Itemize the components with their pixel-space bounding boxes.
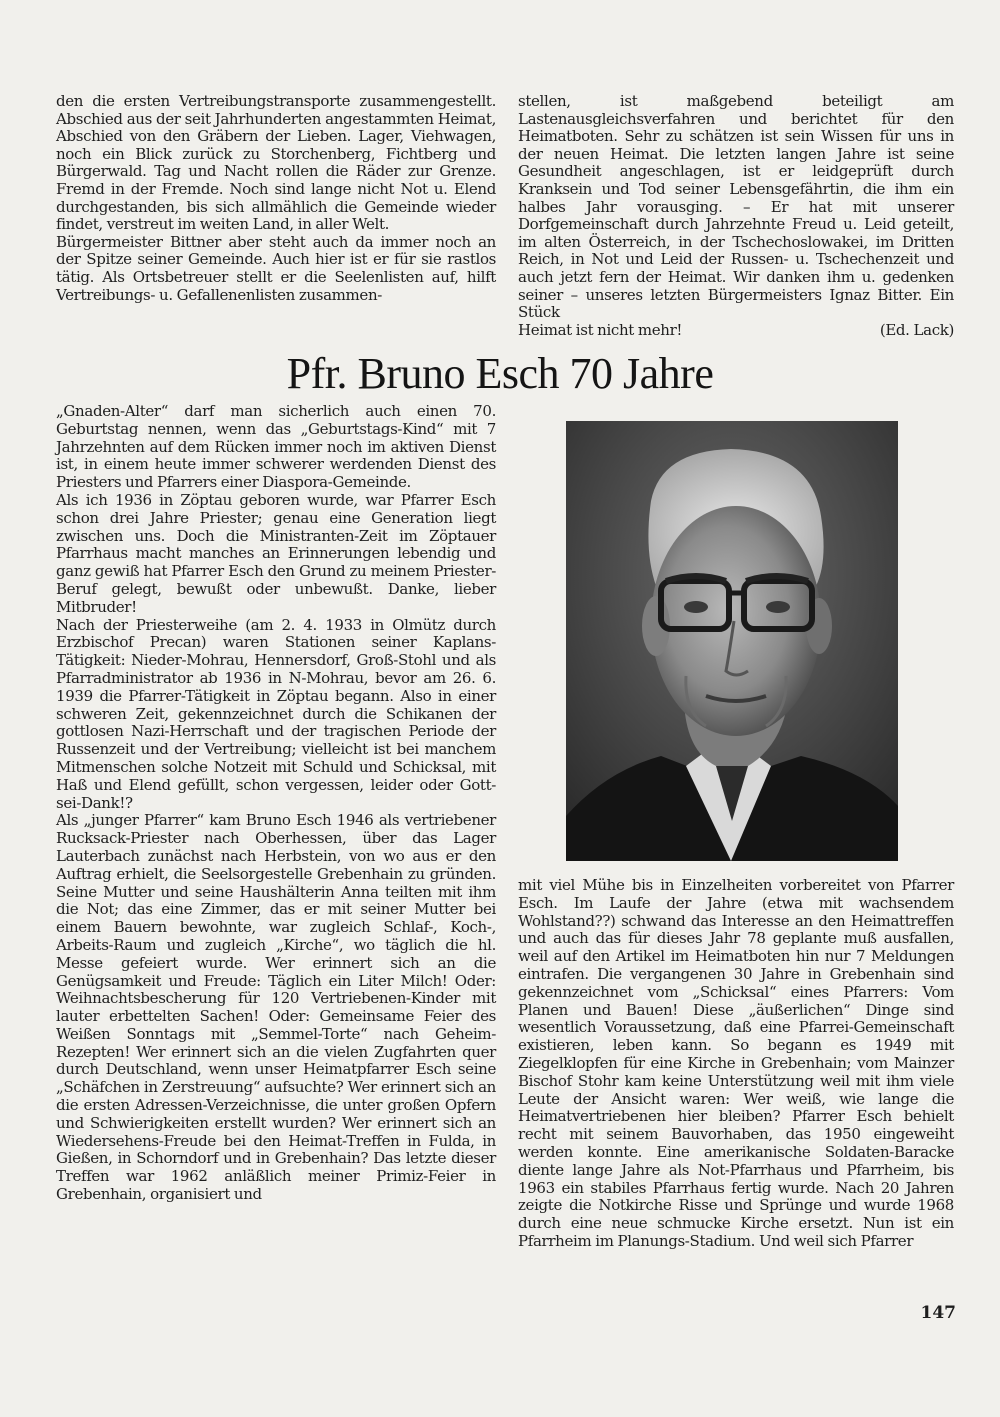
page-number: 147	[920, 1303, 956, 1323]
top-right-column	[518, 93, 954, 339]
paragraph: „Gnaden-Alter“ darf man sicherlich auch einen 70. Geburtstag nennen, wenn das „Geburtstags-Kind“ mit 7 Jahrzehnten auf dem Rücken immer noch im aktiven Dienst ist, in einem heute immer schwerer werdenden Dienst des Priesters und Pfarrers einer Diaspora-Gemeinde.	[56, 402, 496, 492]
paragraph: Als ich 1936 in Zöptau geboren wurde, war Pfarrer Esch schon drei Jahre Priester; genau eine Generation liegt zwischen uns. Doch die Ministranten-Zeit im Zöptauer Pfarrhaus macht manches an Erinnerungen lebendig und ganz gewiß hat Pfarrer Esch den Grund zu meinem Priester-Beruf gelegt, bewußt oder unbewußt. Danke, lieber Mitbruder!	[56, 490, 496, 616]
paragraph: mit viel Mühe bis in Einzelheiten vorbereitet von Pfarrer Esch. Im Laufe der Jahre (etwa mit wachsendem Wohlstand??) schwand das Interesse an den Heimattreffen und auch das für dieses Jahr 78 geplante muß ausfallen, weil auf den Artikel im Heimatboten hin nur 7 Meldungen eintrafen. Die vergangenen 30 Jahre in Grebenhain sind gekennzeichnet vom „Schicksal“ eines Pfarrers: Vom Planen und Bauen! Diese „äußerlichen“ Dinge sind wesentlich Voraussetzung, daß eine Pfarrei-Gemeinschaft existieren, leben kann. So begann es 1949 mit Ziegelklopfen für eine Kirche in Grebenhain; vom Mainzer Bischof Stohr kam keine Unterstützung weil mit ihm viele Leute der Ansicht waren: Wer weiß, wie lange die Heimatvertriebenen hier bleiben? Pfarrer Esch behielt recht mit seinem Bauvorhaben, das 1950 eingeweiht werden konnte. Eine amerikanische Soldaten-Baracke diente lange Jahre als Not-Pfarrhaus und Pfarrheim, bis 1963 ein stabiles Pfarrhaus fertig wurde. Nach 20 Jahren zeigte die Notkirche Risse und Sprünge und wurde 1968 durch eine neue schmucke Kirche ersetzt. Nun ist ein Pfarrheim im Planungs-Stadium. Und weil sich Pfarrer	[518, 876, 954, 1250]
article-right-column	[518, 877, 954, 1251]
paragraph: den die ersten Vertreibungstransporte zusammengestellt. Abschied aus der seit Jahrhunderten angestammten Heimat, Abschied von den Gräbern der Lieben. Lager, Viehwagen, noch ein Blick zurück zu Storchenberg, Fichtberg und Bürgerwald. Tag und Nacht rollen die Räder zur Grenze. Fremd in der Fremde. Noch sind lange nicht Not u. Elend durchgestanden, bis sich allmählich die Gemeinde wieder findet, verstreut im weiten Land, in aller Welt.	[56, 92, 496, 234]
closing-text: Heimat ist nicht mehr!	[518, 320, 683, 339]
article-left-column	[56, 403, 496, 1204]
closing-line	[518, 322, 954, 340]
paragraph: Bürgermeister Bittner aber steht auch da immer noch an der Spitze seiner Gemeinde. Auch hier ist er für sie rastlos tätig. Als Ortsbetreuer stellt er die Seelenlisten auf, hilft Vertreibungs- u. Gefallenenlisten zusammen-	[56, 232, 496, 304]
top-left-column	[56, 93, 496, 304]
paragraph: stellen, ist maßgebend beteiligt am Lastenausgleichsverfahren und berichtet für den Heimatboten. Sehr zu schätzen ist sein Wissen für uns in der neuen Heimat. Die letzten langen Jahre ist seine Gesundheit angeschlagen, ist er leidgeprüft durch Kranksein und Tod seiner Lebensgefährtin, die ihm ein halbes Jahr vorausging. – Er hat mit unserer Dorfgemeinschaft durch Jahrzehnte Freud u. Leid geteilt, im alten Österreich, in der Tschechoslowakei, im Dritten Reich, in Not und Leid der Russen- u. Tschechenzeit und auch jetzt fern der Heimat. Wir danken ihm u. gedenken seiner – unseres letzten Bürgermeisters Ignaz Bitter. Ein Stück	[518, 92, 954, 322]
article-title: Pfr. Bruno Esch 70 Jahre	[286, 349, 714, 398]
author-signature: (Ed. Lack)	[879, 320, 954, 339]
paragraph: Nach der Priesterweihe (am 2. 4. 1933 in Olmütz durch Erzbischof Precan) waren Stationen seiner Kaplans-Tätigkeit: Nieder-Mohrau, Hennersdorf, Groß-Stohl und als Pfarradministrator ab 1936 in N-Mohrau, bevor am 26. 6. 1939 die Pfarrer-Tätigkeit in Zöptau begann. Also in einer schweren Zeit, gekennzeichnet durch die Schikanen der gottlosen Nazi-Herrschaft und der tragischen Periode der Russenzeit und der Vertreibung; vielleicht ist bei manchem Mitmenschen solche Notzeit mit Schuld und Schicksal, mit Haß und Elend gefüllt, schon vergessen, leider oder Gott-sei-Dank!?	[56, 615, 496, 812]
paragraph: Als „junger Pfarrer“ kam Bruno Esch 1946 als vertriebener Rucksack-Priester nach Oberhessen, über das Lager Lauterbach zunächst nach Herbstein, von wo aus er den Auftrag erhielt, die Seelsorgestelle Grebenhain zu gründen. Seine Mutter und seine Haushälterin Anna teilten mit ihm die Not; das eine Zimmer, das er mit seiner Mutter bei einem Bauern bewohnte, war zugleich Schlaf-, Koch-, Arbeits-Raum und zugleich „Kirche“, wo täglich die hl. Messe gefeiert wurde. Wer erinnert sich an die Genügsamkeit und Freude: Täglich ein Liter Milch! Oder: Weihnachtsbescherung für 120 Vertriebenen-Kinder mit lauter erbettelten Sachen! Oder: Gemeinsame Feier des Weißen Sonntags mit „Semmel-Torte“ nach Geheim-Rezepten! Wer erinnert sich an die vielen Zugfahrten quer durch Deutschland, wenn unser Heimatpfarrer Esch seine „Schäfchen in Zerstreuung“ aufsuchte? Wer erinnert sich an die ersten Adressen-Verzeichnisse, die unter großen Opfern und Schwierigkeiten erstellt wurden? Wer erinnert sich an Wiedersehens-Freude bei den Heimat-Treffen in Fulda, in Gießen, in Schorndorf und in Grebenhain? Das letzte dieser Treffen war 1962 anläßlich meiner Primiz-Feier in Grebenhain, organisiert und	[56, 811, 496, 1204]
portrait-photo	[566, 421, 898, 861]
